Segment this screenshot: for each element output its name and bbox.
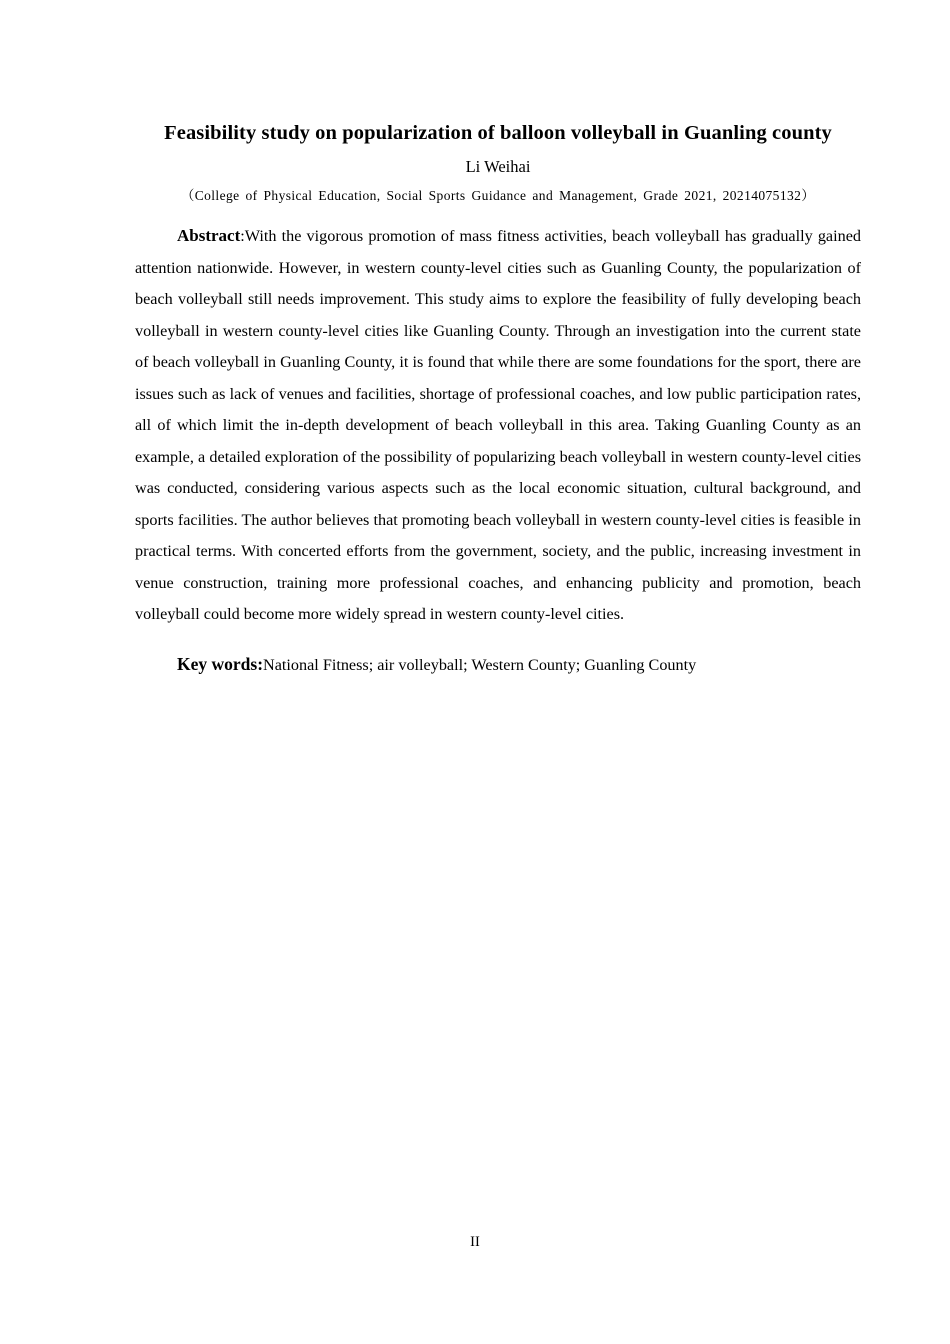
keywords-text: National Fitness; air volleyball; Western County; Guanling County xyxy=(263,655,697,674)
keywords-label: Key words: xyxy=(177,653,264,674)
abstract-paragraph xyxy=(135,220,861,631)
abstract-text: With the vigorous promotion of mass fitness activities, beach volleyball has gradually gained attention nationwide. However, in western county-level cities such as Guanling County, the popularization of beach volleyball still needs improvement. This study aims to explore the feasibility of fully developing beach volleyball in western county-level cities like Guanling County. Through an investigation into the current state of beach volleyball in Guanling County, it is found that while there are some foundations for the sport, there are issues such as lack of venues and facilities, shortage of professional coaches, and low public participation rates, all of which limit the in-depth development of beach volleyball in this area. Taking Guanling County as an example, a detailed exploration of the possibility of popularizing beach volleyball in western county-level cities was conducted, considering various aspects such as the local economic situation, cultural background, and sports facilities. The author believes that promoting beach volleyball in western county-level cities is feasible in practical terms. With concerted efforts from the government, society, and the public, increasing investment in venue construction, training more professional coaches, and enhancing publicity and promotion, beach volleyball could become more widely spread in western county-level cities. xyxy=(135,227,861,623)
abstract-label: Abstract xyxy=(177,226,241,245)
abstract-separator: : xyxy=(240,227,245,245)
author-affiliation: （College of Physical Education, Social Sports Guidance and Management, Grade 2021, 20214075132） xyxy=(180,188,816,203)
page-number: II xyxy=(470,1234,480,1250)
page-title: Feasibility study on popularization of balloon volleyball in Guanling county xyxy=(164,122,832,144)
author-name: Li Weihai xyxy=(465,157,531,176)
document-body xyxy=(135,118,861,681)
keywords-paragraph xyxy=(135,649,861,682)
